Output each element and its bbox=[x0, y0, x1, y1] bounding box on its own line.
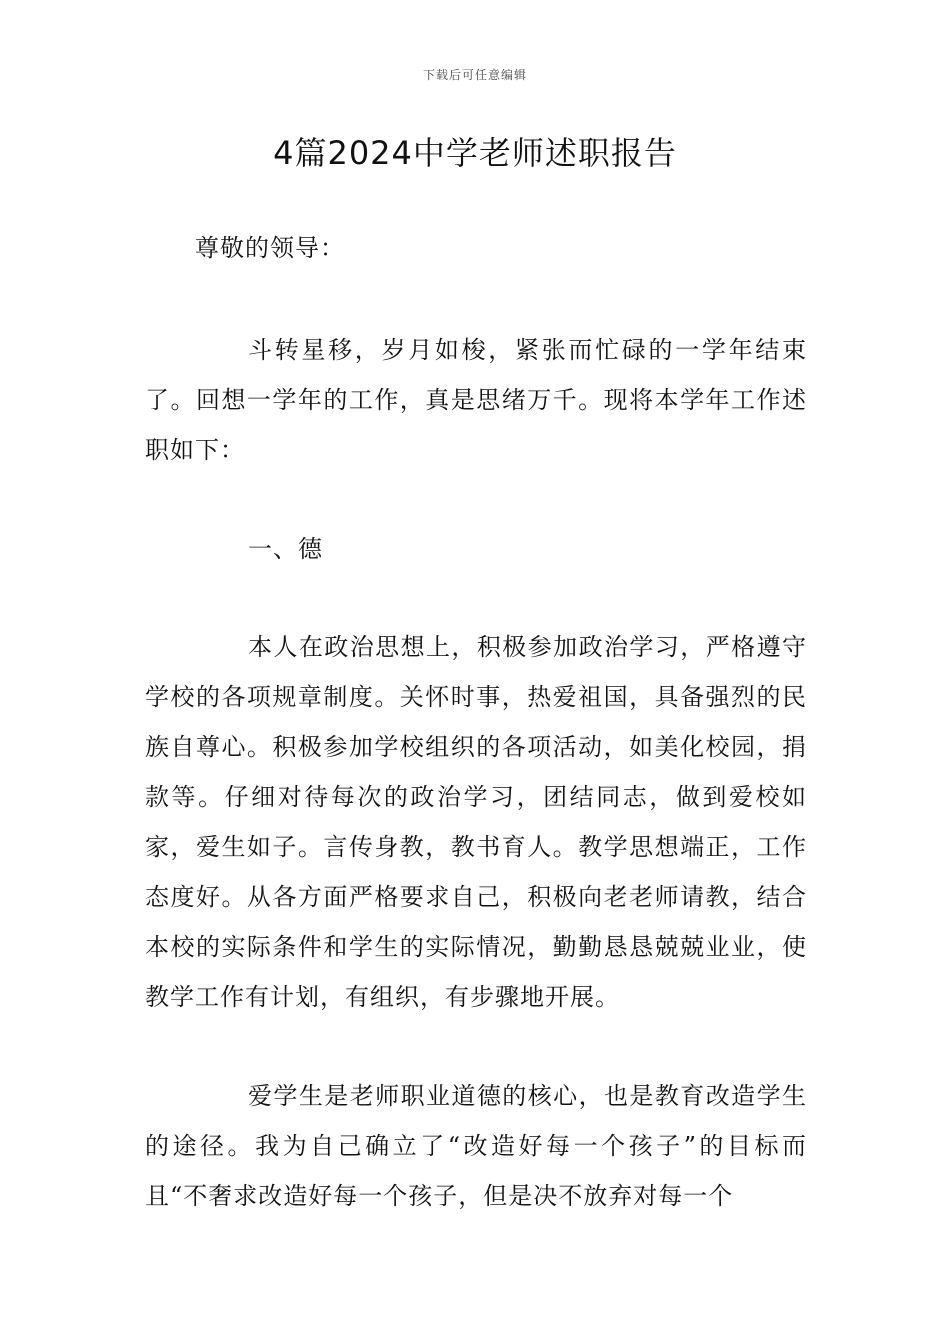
paragraph-intro: 斗转星移，岁月如梭，紧张而忙碌的一学年结束了。回想一学年的工作，真是思绪万千。现将本学年工作述职如下： bbox=[145, 336, 807, 464]
header-note: 下载后可任意编辑 bbox=[422, 68, 527, 82]
paragraph-love-students: 爱学生是老师职业道德的核心，也是教育改造学生的途径。我为自己确立了“改造好每一个孩子”的目标而且“不奢求改造好每一个孩子，但是决不放弃对每一个 bbox=[145, 1082, 807, 1210]
paragraph-virtue: 本人在政治思想上，积极参加政治学习，严格遵守学校的各项规章制度。关怀时事，热爱祖国，具备强烈的民族自尊心。积极参加学校组织的各项活动，如美化校园，捐款等。仔细对待每次的政治学习，团结同志，做到爱校如家，爱生如子。言传身教，教书育人。教学思想端正，工作态度好。从各方面严格要求自己，积极向老老师请教，结合本校的实际条件和学生的实际情况，勤勤恳恳兢兢业业，使教学工作有计划，有组织，有步骤地开展。 bbox=[145, 633, 807, 1011]
document-title: 4篇2024中学老师述职报告 bbox=[273, 134, 677, 172]
salutation: 尊敬的领导： bbox=[195, 234, 345, 262]
section-heading: 一、德 bbox=[248, 535, 323, 563]
